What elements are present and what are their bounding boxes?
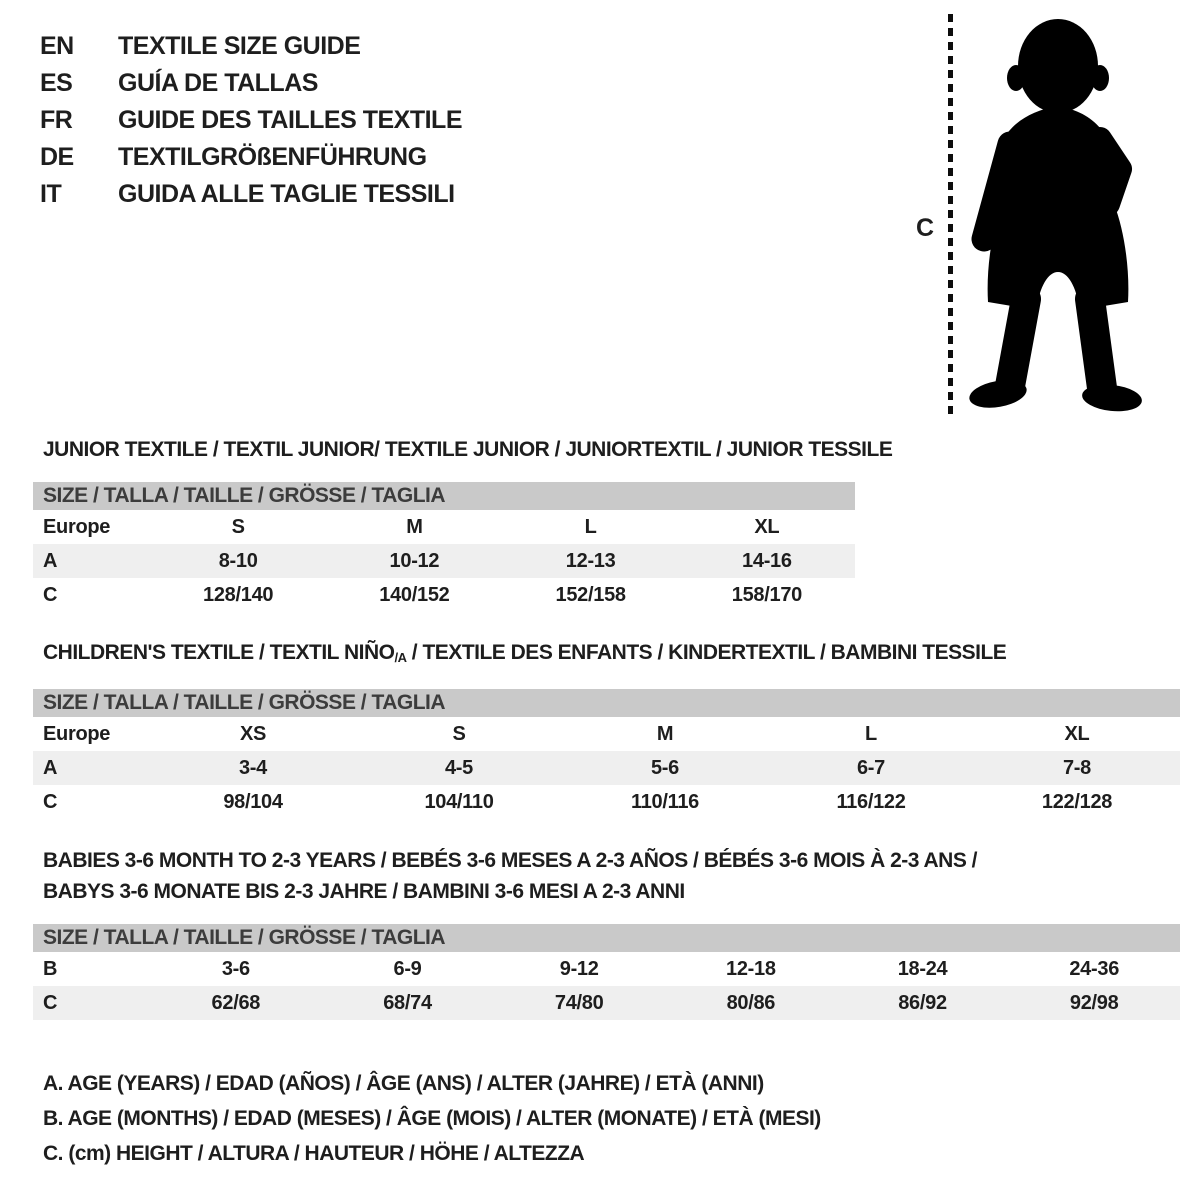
table-cell: 68/74	[383, 991, 432, 1014]
lang-code: ES	[40, 69, 73, 97]
table-cell: 3-6	[221, 957, 250, 980]
table-cell: 6-9	[393, 957, 422, 980]
babies-heading-line2: BABYS 3-6 MONATE BIS 2-3 JAHRE / BAMBINI 3-6 MESI A 2-3 ANNI	[43, 880, 685, 903]
junior-size-table	[33, 482, 855, 612]
lang-code: EN	[40, 32, 74, 60]
table-cell: A	[43, 756, 58, 779]
children-section-heading	[43, 641, 1006, 665]
table-cell: 9-12	[559, 957, 599, 980]
size-header-label: SIZE / TALLA / TAILLE / GRÖSSE / TAGLIA	[43, 691, 446, 714]
children-size-table	[33, 689, 1180, 819]
table-cell: XS	[239, 722, 267, 745]
table-cell: 122/128	[1041, 790, 1113, 813]
lang-row-es	[40, 65, 462, 102]
table-cell: XL	[1064, 722, 1090, 745]
table-cell: 5-6	[650, 756, 679, 779]
table-cell: 140/152	[379, 583, 450, 606]
table-cell: C	[43, 991, 58, 1014]
table-cell: A	[43, 549, 58, 572]
table-cell: 116/122	[836, 790, 906, 813]
lang-title: GUIDA ALLE TAGLIE TESSILI	[118, 180, 455, 208]
table-cell: S	[452, 722, 466, 745]
table-row	[33, 986, 1180, 1020]
table-cell: S	[231, 515, 245, 538]
table-cell: 12-18	[726, 957, 776, 980]
lang-title: GUIDE DES TAILLES TEXTILE	[118, 106, 463, 134]
children-heading-text: CHILDREN'S TEXTILE / TEXTIL NIÑO	[43, 641, 395, 664]
size-header-label: SIZE / TALLA / TAILLE / GRÖSSE / TAGLIA	[43, 484, 446, 507]
table-cell: 18-24	[897, 957, 948, 980]
table-cell: 86/92	[898, 991, 947, 1014]
lang-title: GUÍA DE TALLAS	[118, 69, 318, 97]
table-cell: 158/170	[731, 583, 802, 606]
children-heading-text: / TEXTILE DES ENFANTS / KINDERTEXTIL / BAMBINI TESSILE	[406, 641, 1007, 664]
lang-title: TEXTILGRÖßENFÜHRUNG	[118, 143, 427, 171]
table-row	[33, 544, 855, 578]
note-age-months: B. AGE (MONTHS) / EDAD (MESES) / ÂGE (MOIS) / ALTER (MONATE) / ETÀ (MESI)	[43, 1107, 821, 1130]
lang-title: TEXTILE SIZE GUIDE	[118, 32, 361, 60]
table-cell: 62/68	[211, 991, 261, 1014]
table-cell: 110/116	[631, 790, 699, 813]
lang-row-it	[40, 176, 462, 213]
table-row	[33, 952, 1180, 986]
table-cell: 8-10	[218, 549, 258, 572]
babies-size-table	[33, 924, 1180, 1020]
table-row	[33, 785, 1180, 819]
table-cell: 7-8	[1062, 756, 1091, 779]
table-cell: 98/104	[223, 790, 283, 813]
height-measure-label: C	[916, 214, 935, 242]
table-cell: L	[865, 722, 877, 745]
lang-row-fr	[40, 102, 462, 139]
table-cell: Europe	[43, 515, 111, 538]
table-row	[33, 751, 1180, 785]
lang-code: FR	[40, 106, 73, 134]
table-cell: 6-7	[856, 756, 885, 779]
toddler-silhouette-image	[962, 14, 1146, 418]
table-cell: C	[43, 583, 58, 606]
table-cell: C	[43, 790, 58, 813]
lang-code: DE	[40, 143, 74, 171]
junior-section-heading: JUNIOR TEXTILE / TEXTIL JUNIOR/ TEXTILE JUNIOR / JUNIORTEXTIL / JUNIOR TESSILE	[43, 438, 893, 461]
table-cell: 4-5	[444, 756, 473, 779]
table-cell: 10-12	[389, 549, 440, 572]
table-row	[33, 717, 1180, 751]
lang-row-de	[40, 139, 462, 176]
table-cell: 3-4	[238, 756, 267, 779]
table-cell: 24-36	[1069, 957, 1120, 980]
table-row	[33, 510, 855, 544]
table-cell: 12-13	[565, 549, 616, 572]
table-cell: 74/80	[554, 991, 604, 1014]
size-header-label: SIZE / TALLA / TAILLE / GRÖSSE / TAGLIA	[43, 926, 446, 949]
legend-notes	[43, 1066, 821, 1171]
table-cell: 152/158	[555, 583, 626, 606]
height-dashed-line	[948, 14, 953, 417]
size-header-bar	[33, 689, 1180, 717]
table-cell: Europe	[43, 722, 111, 745]
table-cell: 80/86	[726, 991, 776, 1014]
lang-row-en	[40, 28, 462, 65]
table-row	[33, 578, 855, 612]
children-heading-sub: /A	[394, 650, 407, 665]
babies-heading-line1: BABIES 3-6 MONTH TO 2-3 YEARS / BEBÉS 3-6 MESES A 2-3 AÑOS / BÉBÉS 3-6 MOIS À 2-3 ANS /	[43, 849, 978, 872]
babies-section-heading	[43, 845, 977, 907]
table-cell: B	[43, 957, 58, 980]
table-cell: L	[584, 515, 597, 538]
table-cell: 128/140	[203, 583, 274, 606]
table-cell: M	[656, 722, 674, 745]
table-cell: 14-16	[742, 549, 792, 572]
lang-code: IT	[40, 180, 62, 208]
language-header	[40, 28, 462, 213]
size-header-bar	[33, 482, 855, 510]
size-header-bar	[33, 924, 1180, 952]
table-cell: 104/110	[424, 790, 494, 813]
table-cell: 92/98	[1069, 991, 1119, 1014]
table-cell: M	[406, 515, 423, 538]
table-cell: XL	[754, 515, 780, 538]
note-height-cm: C. (cm) HEIGHT / ALTURA / HAUTEUR / HÖHE / ALTEZZA	[43, 1142, 585, 1165]
note-age-years: A. AGE (YEARS) / EDAD (AÑOS) / ÂGE (ANS) / ALTER (JAHRE) / ETÀ (ANNI)	[43, 1072, 764, 1095]
